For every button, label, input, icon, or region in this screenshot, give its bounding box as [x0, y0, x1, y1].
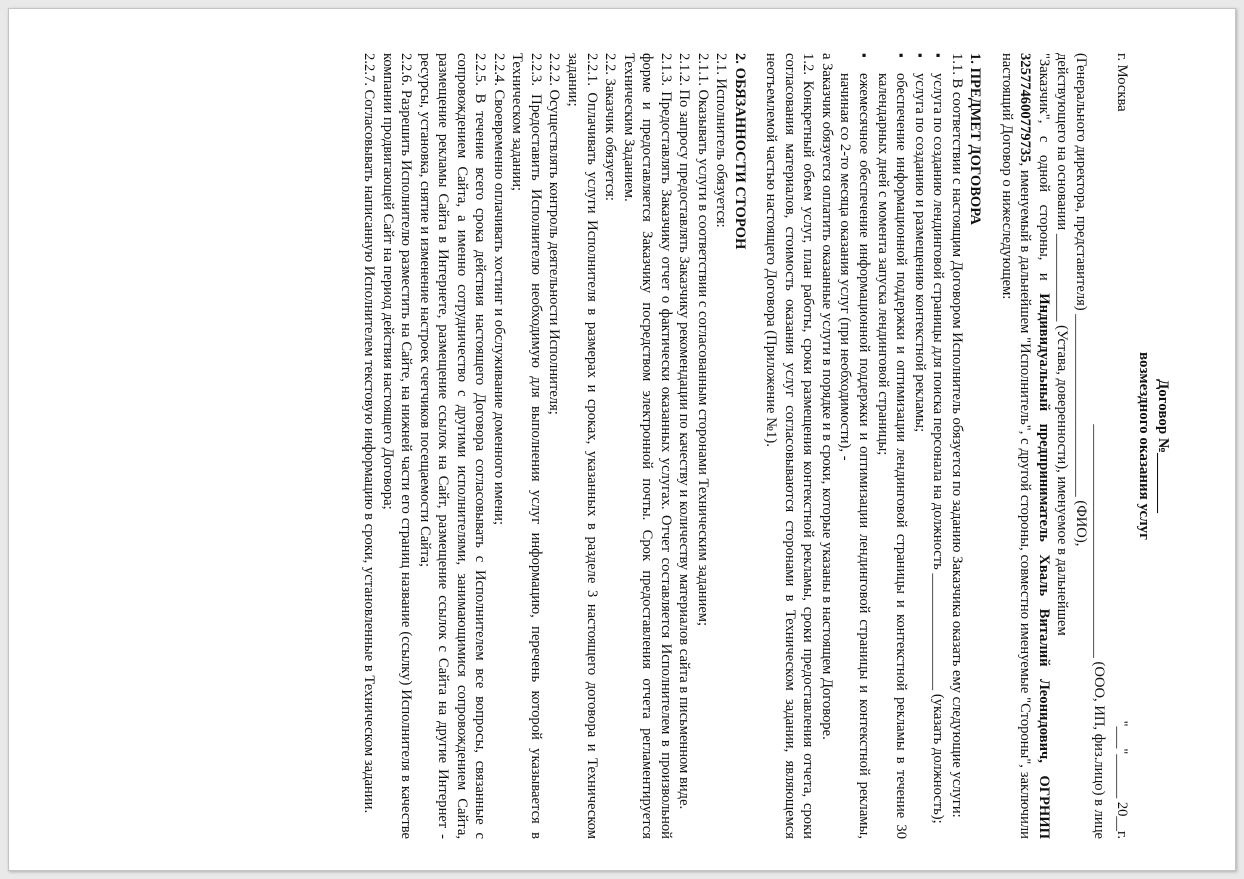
preamble-customer: "Заказчик", с одной стороны, и	[1035, 53, 1052, 294]
list-item: ▪ обеспечение информационной поддержки и оптимизации лендинговой страницы и контекстной рекламы в течение 30 календарных дней с момента запуска лендинговой страницы;	[873, 53, 910, 839]
list-item: ▪ ежемесячное обеспечение информационной поддержки и оптимизации лендинговой страницы и контекстной рекламы, начиная со 2-то месяца оказания услуг (при необходимости), -	[836, 53, 873, 839]
contract-subtitle: возмездного оказания услуг	[1135, 352, 1152, 540]
contract-text	[360, 53, 1172, 839]
clause-2-1-2: 2.1.2. По запросу предоставлять Заказчику рекомендации по качеству и количеству материалов сайта в письменном виде.	[676, 53, 693, 810]
clause-2-1-1: 2.1.1. Оказывать услуги в соответствии с согласованным сторонами Техническим заданием;	[694, 53, 711, 627]
preamble-parties	[997, 53, 1053, 839]
bullet-icon	[873, 53, 910, 73]
bullet-icon	[836, 53, 873, 73]
clause-1-2: 1.2. Конкретный объем услуг, план работы, сроки размещения контекстной рекламы, сроки предоставления отчета, сроки согласования материалов, стоимость оказания услуг согласовываются сторонами в Техническом задании, являющемся неотъемлемой частью настоящего Договора (Приложение №1).	[763, 53, 817, 839]
clause-2-1-3: 2.1.3. Предоставлять Заказчику отчет о фактически оказанных услугах. Отчет составляется Исполнителем в произвольной форме и предоставляется Заказчику посредством электронной почты. Срок предоставления отчета регламентируется Техническим Заданием.	[620, 53, 674, 839]
contract-title: Договор №________	[1155, 378, 1171, 514]
preamble-line-3: действующего на основании ____________ (Устава, доверенности), именуемое в дальнейшем	[1054, 53, 1071, 636]
clause-2-1: 2.1. Исполнитель обязуется:	[713, 53, 730, 228]
city-date-line	[1112, 53, 1131, 839]
city: г. Москва	[1113, 53, 1130, 112]
clause-2-2-2: 2.2.2. Осуществлять контроль деятельности Исполнителя;	[546, 53, 563, 415]
clause-2-2-6: 2.2.6. Разрешить Исполнителю разместить на Сайте, на нижней части его страниц название (ссылку) Исполнителя в качестве компании продвигающей Сайт на период действия настоящего Договора;	[379, 53, 415, 839]
clause-2-2-4: 2.2.4. Своевременно оплачивать хостинг и обслуживание доменного имени;	[490, 53, 507, 526]
preamble-line-2: (Генерального директора, представителя) _________________________ (ФИО),	[1072, 53, 1089, 547]
clause-2-2-1: 2.2.1. Оплачивать услуги Исполнителя в размерах и сроках, указанных в разделе 3 настоящего договора и Техническом задании;	[565, 53, 600, 839]
bullet-icon	[929, 53, 948, 73]
list-item: ▪ услуга по созданию и размещению контекстной рекламы;	[910, 53, 929, 839]
clause-2-2-7: 2.2.7. Согласовывать написанную Исполнителем текстовую информацию в сроки, установленные в Техническом задании.	[361, 53, 378, 814]
clause-2-2-5: 2.2.5. В течение всего срока действия настоящего Договора согласовывать с Исполнителем все вопросы, связанные с сопровождением Сайта, а именно сотрудничество с другими исполнителями, занимающимися сопровождением Сайта, размещение рекламы Сайта в Интернете, размещение ссылок на Сайт, размещение ссылок с Сайта на другие Интернет - ресурсы, установка, снятие и изменение настроек счетчиков посещаемости Сайта;	[416, 53, 489, 839]
contractor-name: Индивидуальный предприниматель Хваль Виталий Леонидович, ОГРНИП 325774600779735	[1017, 53, 1052, 839]
bullet-icon	[910, 53, 929, 73]
clause-1-1: 1.1. В соответствии с настоящим Договором Исполнитель обязуется по заданию Заказчика оказать ему следующие услуги:	[948, 53, 965, 818]
section-1-heading: 1. ПРЕДМЕТ ДОГОВОРА	[967, 53, 984, 225]
preamble-line-1: ________________________________ (ООО, ИП, физ.лицо) в лице	[1091, 424, 1108, 839]
list-item: ▪ услуга по созданию лендинговой страницы для поиска персонала на должность ________________ (указать должность);	[929, 53, 948, 839]
preamble-rest: , именуемый в дальнейшем "Исполнитель", с другой стороны, совместно именуемые "Стороны", заключили настоящий Договор о нижеследующем:	[998, 53, 1034, 839]
contract-date: "___"______ 20__г.	[1113, 720, 1130, 839]
clause-1-1-tail: а Заказчик обязуется оплатить оказанные услуги в порядке и в сроки, которые указаны в настоящем Договоре.	[818, 53, 835, 740]
clause-2-2-3: 2.2.3. Предоставить Исполнителю необходимую для выполнения услуг информацию, перечень которой указывается в Техническом задании;	[509, 53, 544, 839]
clause-2-2: 2.2. Заказчик обязуется:	[602, 53, 619, 201]
section-2-heading: 2. ОБЯЗАННОСТИ СТОРОН	[731, 53, 748, 250]
document-page	[8, 8, 1236, 871]
